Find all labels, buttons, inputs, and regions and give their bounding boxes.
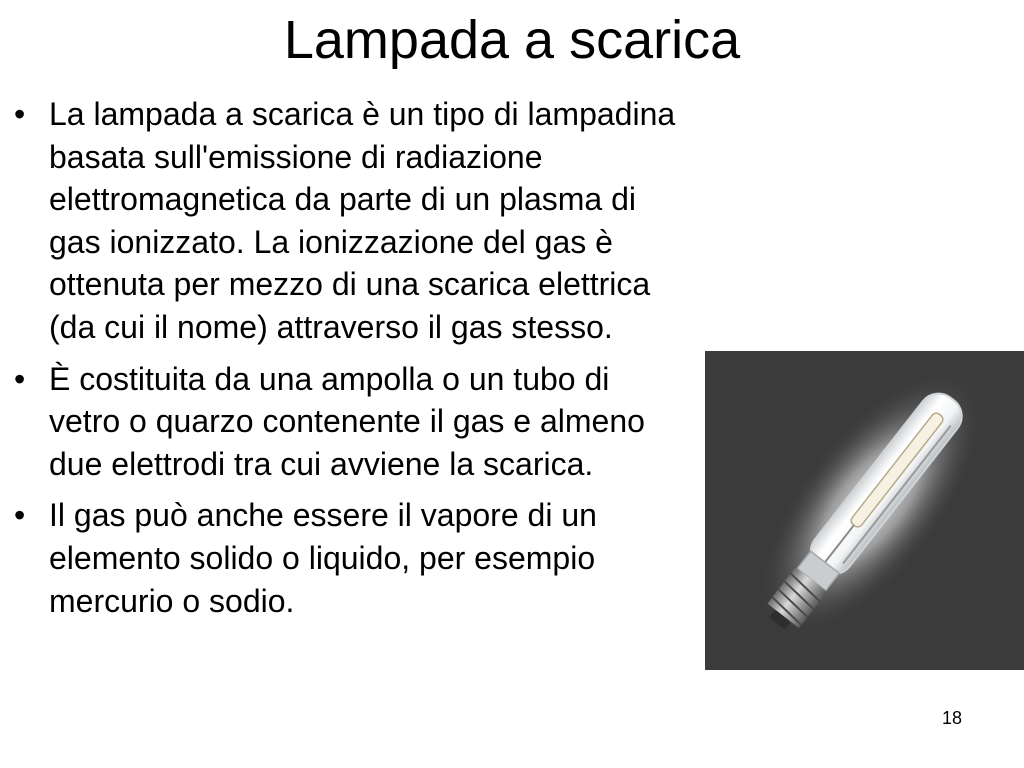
lamp-icon [705,351,1024,670]
bullet-icon: • [14,96,26,132]
bullet-text: La lampada a scarica è un tipo di lampadina basata sull'emissione di radiazione elettromagnetica da parte di un plasma di gas ionizzato. La ionizzazione del gas è ottenuta per mezzo di una scarica elettrica (da cui il nome) attraverso il gas stesso. [49,96,676,345]
bullet-icon: • [14,497,26,534]
bullet-text: Il gas può anche essere il vapore di un elemento solido o liquido, per esempio mercurio o sodio. [49,497,597,619]
discharge-lamp-photo [705,351,1024,670]
slide-title: Lampada a scarica [283,10,741,70]
bullet-text: È costituita da una ampolla o un tubo di vetro o quarzo contenente il gas e almeno due elettrodi tra cui avviene la scarica. [49,360,645,482]
page-number: 18 [941,708,963,728]
bullet-item [14,358,686,486]
bullet-icon: • [14,360,26,397]
bullet-item [14,494,686,622]
bullet-list [14,93,686,631]
bullet-item [14,93,686,349]
